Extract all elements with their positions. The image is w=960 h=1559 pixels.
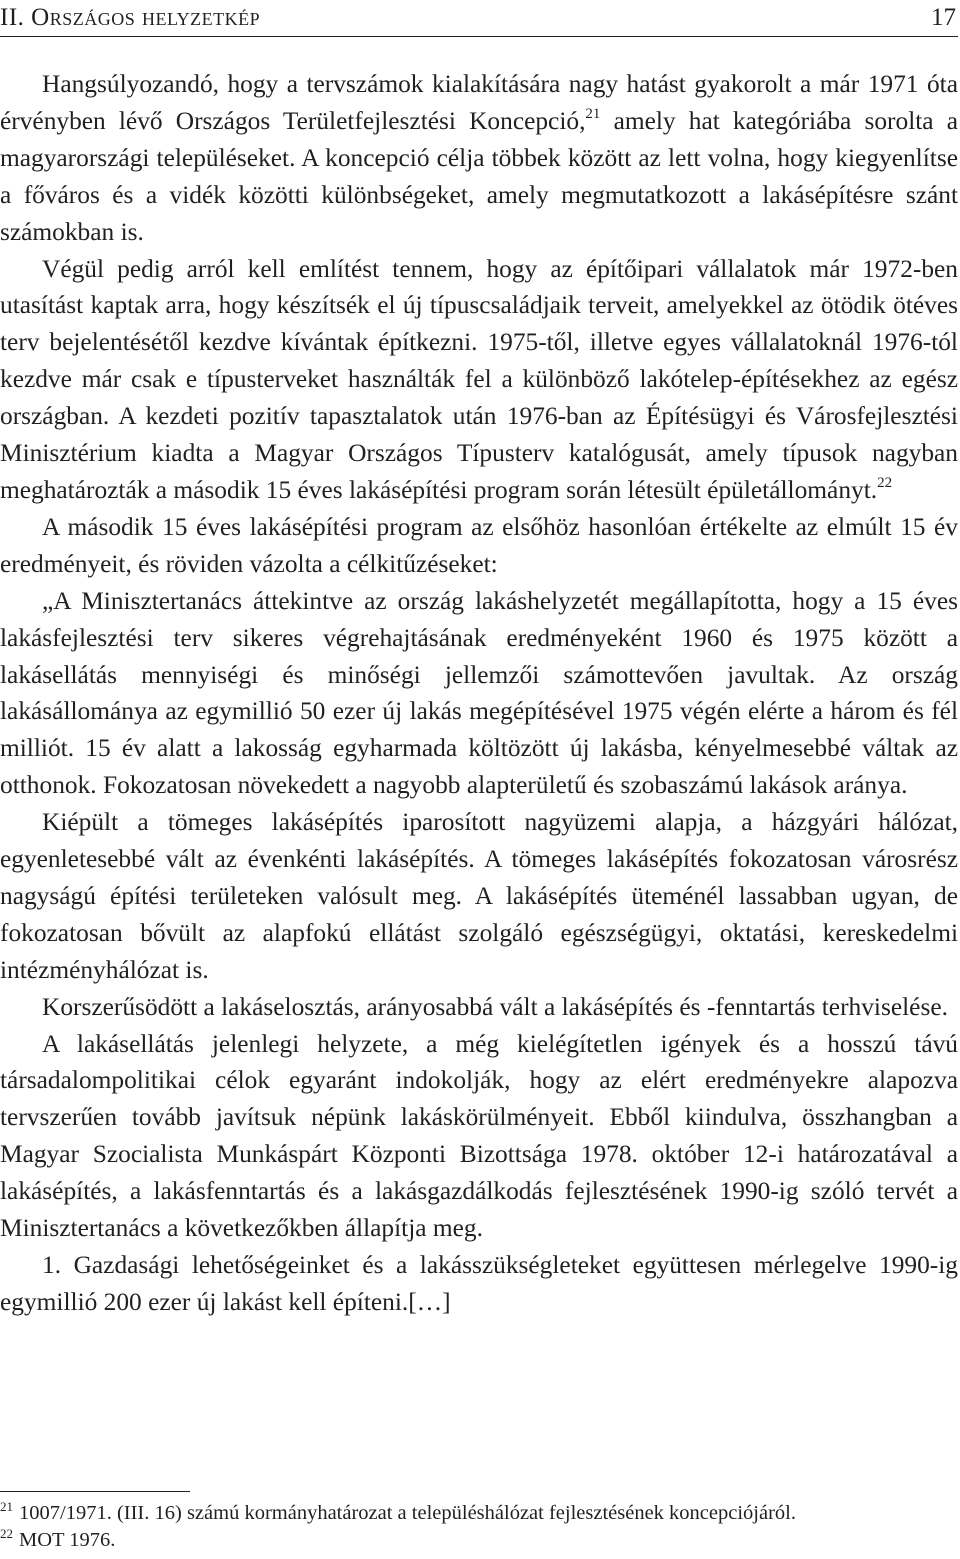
footnote-divider — [0, 1491, 190, 1492]
paragraph: Végül pedig arról kell említést tennem, hogy az építőipari vállalatok már 1972-ben utasítást kaptak arra, hogy készítsék el új típuscsaládjaik terveit, amelyekkel az ötödik ötéves terv bejelentésétől kezdve kívántak építkezni. 1975-től, illetve egyes vállalatoknál 1976-tól kezdve már csak e típusterveket használták fel a különböző lakótelep-építésekhez az egész országban. A kezdeti pozitív tapasztalatok után 1976-ban az Építésügyi és Városfejlesztési Minisztérium kiadta a Magyar Országos Típusterv katalógusát, amely típusok nagyban meghatározták a második 15 éves lakásépítési program során létesült épületállományt.$^{22}$ — [0, 254, 958, 504]
footnote — [0, 1500, 958, 1527]
footnote — [0, 1527, 958, 1554]
paragraph: A második 15 éves lakásépítési program az elsőhöz hasonlóan értékelte az elmúlt 15 év eredményeit, és röviden vázolta a célkitűzéseket: — [0, 512, 958, 578]
page-number: 17 — [931, 4, 956, 31]
paragraph: Hangsúlyozandó, hogy a tervszámok kialakítására nagy hatást gyakorolt a már 1971 óta érvényben lévő Országos Területfejlesztési Koncepció,$^{21}$ amely hat kategóriába sorolta a magyarországi településeket. A koncepció célja többek között az lett volna, hogy kiegyenlítse a főváros és a vidék közötti különbségeket, amely megmutatkozott a lakásépítésre szánt számokban is. — [0, 70, 958, 246]
section-title: II. Országos helyzetkép — [0, 4, 261, 31]
footnotes — [0, 1500, 958, 1554]
quote-paragraph: 1. Gazdasági lehetőségeinket és a lakásszükségleteket együttesen mérlegelve 1990-ig egymillió 200 ezer új lakást kell építeni.[…] — [0, 1251, 958, 1316]
quote-paragraph: Kiépült a tömeges lakásépítés iparosított nagyüzemi alapja, a házgyári hálózat, egyenletesebbé vált az évenkénti lakásépítés. A tömeges lakásépítés fokozatosan városrész nagyságú építési területeken valósult meg. A lakásépítés üteménél lassabban ugyan, de fokozatosan bővült az alapfokú ellátást szolgáló egészségügyi, oktatási, kereskedelmi intézményhálózat is. — [0, 808, 958, 984]
quote-paragraph: Korszerűsödött a lakáselosztás, arányosabbá vált a lakásépítés és -fenntartás terhviselése. — [42, 992, 948, 1021]
running-header — [0, 4, 958, 37]
footnote-text: MOT 1976. — [19, 1529, 116, 1551]
footnote-ref[interactable]: 22 — [877, 474, 893, 491]
quote-paragraph: A lakásellátás jelenlegi helyzete, a még kielégítetlen igények és a hosszú távú társadalompolitikai célok egyaránt indokolják, hogy az elért eredményekre alapozva tervszerűen tovább javítsuk népünk lakáskörülményeit. Ebből kiindulva, összhangban a Magyar Szocialista Munkáspárt Központi Bizottsága 1978. október 12-i határozatával a lakásépítés, a lakásfenntartás és a lakásgazdálkodás fejlesztésének 1990-ig szóló tervét a Minisztertanács a következőkben állapítja meg. — [0, 1029, 958, 1243]
quote-paragraph: „A Minisztertanács áttekintve az ország lakáshelyzetét megállapította, hogy a 15 éves lakásfejlesztési terv sikeres végrehajtásának eredményeként 1960 és 1975 között a lakásellátás mennyiségi és minőségi jellemzői számottevően javultak. Az ország lakásállománya az egymillió 50 ezer új lakás megépítésével 1975 végén elérte a három és fél milliót. 15 év alatt a lakosság egyharmada költözött új lakásba, kényelmesebbé váltak az otthonok. Fokozatosan növekedett a nagyobb alapterületű és szobaszámú lakások aránya. — [0, 586, 958, 800]
body-text — [0, 66, 958, 1321]
footnote-number: 22 — [0, 1526, 13, 1541]
footnote-text: 1007/1971. (III. 16) számú kormányhatározat a településhálózat fejlesztésének koncepciójáról. — [19, 1502, 796, 1524]
footnote-ref[interactable]: 21 — [585, 105, 601, 122]
footnote-number: 21 — [0, 1499, 13, 1514]
